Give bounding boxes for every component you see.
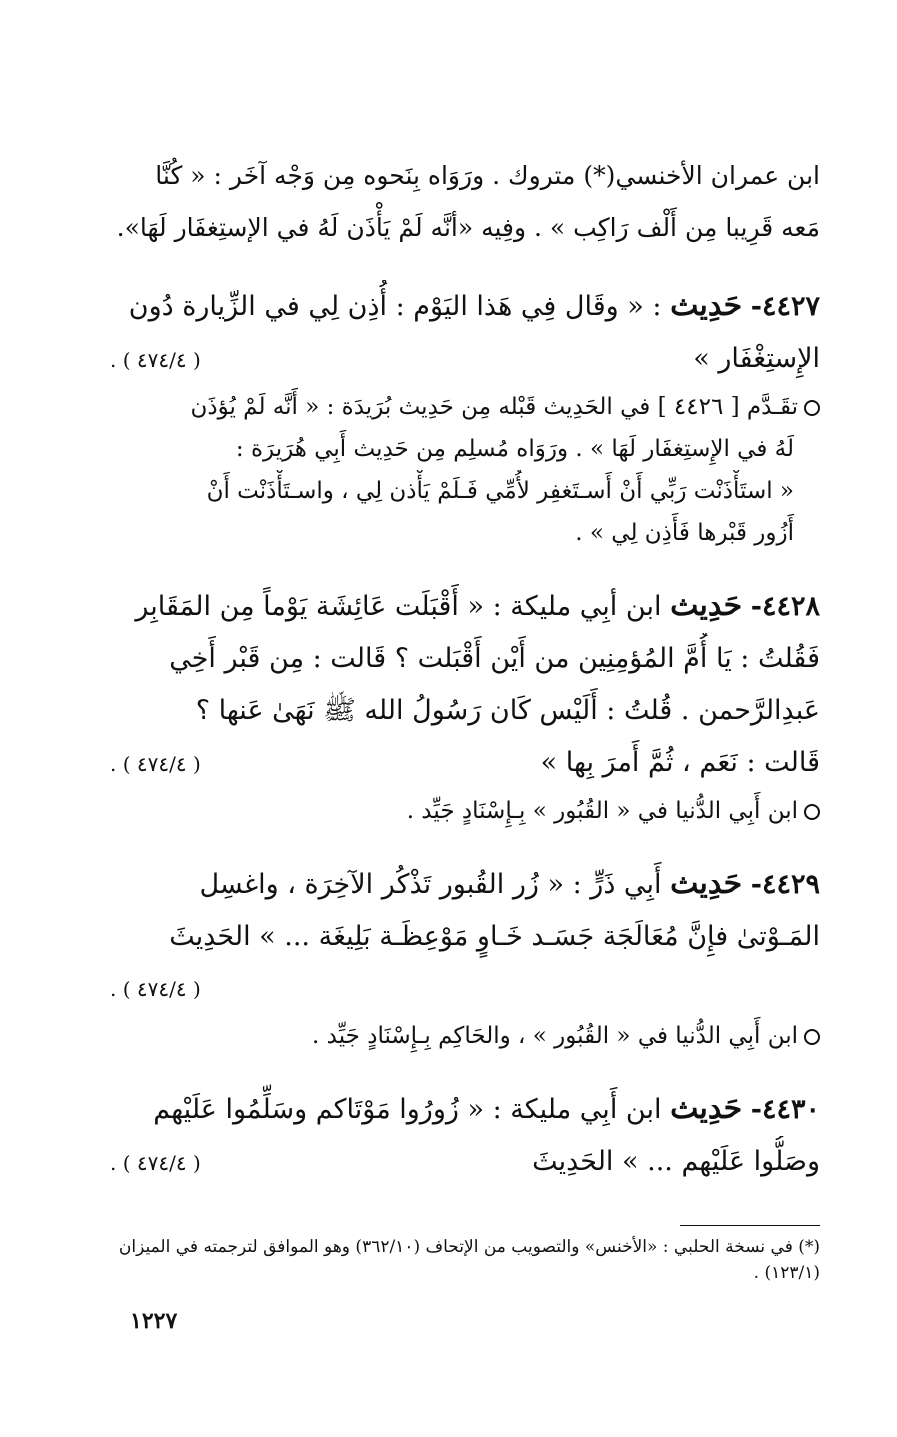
page-body (110, 150, 820, 1189)
hadith-4429-line-2: المَـوْتىٰ فإِنَّ مُعَالَجَة جَسَـد خَـاوٍ مَوْعِظَـة بَلِيغَة ... » الحَدِيثَ (169, 921, 820, 952)
footnote-line-2: (١٢٣/١) . (753, 1263, 820, 1283)
hadith-label: حَدِيث (670, 866, 743, 901)
hadith-4428-line-3: عَبدِالرَّحمن . قُلتُ : أَلَيْس كَان رَسُولُ الله ﷺ نَهَىٰ عَنها ؟ (195, 695, 820, 726)
hadith-reference: ( ٤٧٤/٤ ) . (110, 977, 201, 1001)
circle-bullet-icon (804, 1029, 820, 1045)
hadith-4429-line-3 (110, 963, 820, 1015)
hadith-number: ٤٤٢٧- (750, 291, 820, 322)
hadith-label: حَدِيث (670, 588, 743, 623)
hadith-4428-line-1 (110, 580, 820, 633)
hadith-text: وصَلُّوا عَلَيْهم ... » الحَدِيثَ (532, 1146, 820, 1177)
footnote-divider (680, 1225, 820, 1226)
takhrij-note-line: ابن أَبِي الدُّنيا في « القُبُور » بِـإِسْنَادٍ جَيِّد . (110, 790, 820, 832)
hadith-reference: ( ٤٧٤/٤ ) . (110, 1151, 201, 1175)
intro-line-2: مَعه قَرِيبا مِن أَلْف رَاكِب » . وفِيه «أنَّه لَمْ يَأْذَن لَهُ في الإستِغفَار لَهَا». (116, 213, 820, 242)
footnote (110, 1234, 820, 1286)
hadith-4430-line-2 (110, 1136, 820, 1189)
footnote-line-1: (*) في نسخة الحلبي : «الأخنس» والتصويب من الإتحاف (٣٦٢/١٠) وهو الموافق لترجمته في الميزان (118, 1237, 820, 1257)
circle-bullet-icon (804, 400, 820, 416)
hadith-4428-line-4 (110, 737, 820, 790)
takhrij-note-line: لَهُ في الإِستِغفَار لَهَا » . ورَوَاه مُسلِم مِن حَدِيث أَبِي هُرَيرَة : (235, 436, 794, 462)
takhrij-note-line: ابن أَبِي الدُّنيا في « القُبُور » ، والحَاكِم بِـإِسْنَادٍ جَيِّد . (110, 1015, 820, 1057)
hadith-label: حَدِيث (670, 288, 743, 323)
hadith-text: ابن أبِي مليكة : « أَقْبَلَت عَائِشَة يَوْماً مِن المَقَابِر (135, 591, 662, 622)
hadith-reference: ( ٤٧٤/٤ ) . (110, 752, 201, 776)
hadith-text: قَالت : نَعَم ، ثُمَّ أَمرَ بِها » (540, 747, 820, 778)
hadith-4428-line-2: فَقُلتُ : يَا أُمَّ المُؤمِنِين من أَيْن أَقْبَلت ؟ قَالت : مِن قَبْر أَخِي (169, 643, 820, 674)
hadith-number: ٤٤٣٠- (750, 1094, 820, 1125)
hadith-4430-line-1 (110, 1083, 820, 1136)
hadith-4427-line-1 (110, 280, 820, 333)
hadith-label: حَدِيث (670, 1091, 743, 1126)
hadith-text: الإِستِغْفَار » (693, 343, 820, 374)
hadith-number: ٤٤٢٩- (750, 869, 820, 900)
hadith-4429-line-1 (110, 858, 820, 911)
takhrij-note-line: تقَـدَّم [ ٤٤٢٦ ] في الحَدِيث قَبْله مِن حَدِيث بُرَيدَة : « أَنَّه لَمْ يُؤذَن (110, 386, 820, 428)
circle-bullet-icon (804, 804, 820, 820)
takhrij-note-line: أَزُور قَبْرها فَأَذِن لِي » . (575, 520, 794, 546)
takhrij-note-line: « استَأْذَنْت رَبِّي أَنْ أَسـتَغفِر لأُمِّي فَـلَمْ يَأْذن لِي ، واسـتَأْذَنْت أَنْ (206, 478, 794, 504)
page-number: ١٢٢٧ (130, 1308, 178, 1334)
hadith-text: أَبِي ذَرٍّ : « زُر القُبور تَذْكُر الآخِرَة ، واغسِل (199, 869, 662, 900)
hadith-reference: ( ٤٧٤/٤ ) . (110, 348, 201, 372)
hadith-text: : « وقَال فِي هَذا اليَوْم : أُذِن لِي في الزِّيارة دُون (128, 291, 662, 322)
hadith-4427-line-2 (110, 333, 820, 386)
hadith-number: ٤٤٢٨- (750, 591, 820, 622)
hadith-text: ابن أَبِي مليكة : « زُورُوا مَوْتَاكم وسَلِّمُوا عَلَيْهم (153, 1094, 662, 1125)
intro-line-1: ابن عمران الأخنسي(*) متروك . ورَوَاه بِنَحوه مِن وَجْه آخَر : « كُنَّا (155, 161, 820, 190)
